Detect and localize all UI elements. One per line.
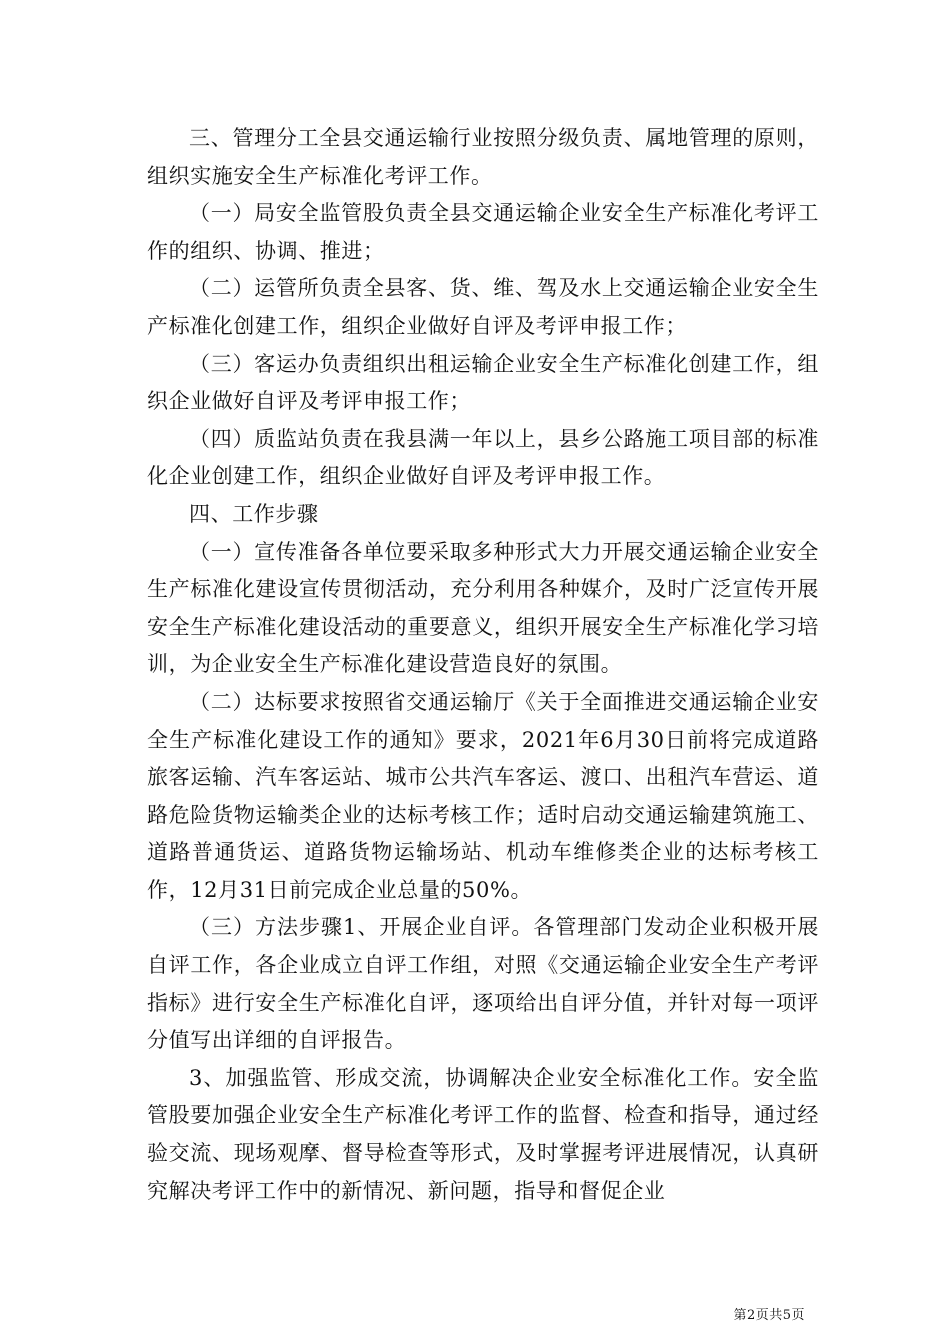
paragraph-section-three: 三、管理分工全县交通运输行业按照分级负责、属地管理的原则，组织实施安全生产标准化考评工作。 xyxy=(147,126,819,188)
page-number-footer: 第2页共5页 xyxy=(733,1308,805,1323)
paragraph-item-3: （三）客运办负责组织出租运输企业安全生产标准化创建工作，组织企业做好自评及考评申报工作； xyxy=(147,351,819,414)
document-body xyxy=(147,120,819,1210)
paragraph-supervision: 3、加强监管、形成交流，协调解决企业安全标准化工作。安全监管股要加强企业安全生产标准化考评工作的监督、检查和指导，通过经验交流、现场观摩、督导检查等形式，及时掌握考评进展情况，认真研究解决考评工作中的新情况、新问题，指导和督促企业 xyxy=(147,1065,819,1203)
section-heading-four: 四、工作步骤 xyxy=(189,501,319,526)
paragraph-step-1: （一）宣传准备各单位要采取多种形式大力开展交通运输企业安全生产标准化建设宣传贯彻活动，充分利用各种媒介，及时广泛宣传开展安全生产标准化建设活动的重要意义，组织开展安全生产标准化学习培训，为企业安全生产标准化建设营造良好的氛围。 xyxy=(147,539,819,677)
paragraph-item-1: （一）局安全监管股负责全县交通运输企业安全生产标准化考评工作的组织、协调、推进； xyxy=(147,201,819,263)
paragraph-item-4: （四）质监站负责在我县满一年以上，县乡公路施工项目部的标准化企业创建工作，组织企业做好自评及考评申报工作。 xyxy=(147,426,819,489)
paragraph-step-2: （二）达标要求按照省交通运输厅《关于全面推进交通运输企业安全生产标准化建设工作的通知》要求，2021年6月30日前将完成道路旅客运输、汽车客运站、城市公共汽车客运、渡口、出租汽车营运、道路危险货物运输类企业的达标考核工作；适时启动交通运输建筑施工、道路普通货运、道路货物运输场站、机动车维修类企业的达标考核工作，12月31日前完成企业总量的50%。 xyxy=(147,689,819,902)
paragraph-item-2: （二）运管所负责全县客、货、维、驾及水上交通运输企业安全生产标准化创建工作，组织企业做好自评及考评申报工作； xyxy=(147,276,819,338)
paragraph-step-3: （三）方法步骤1、开展企业自评。各管理部门发动企业积极开展自评工作，各企业成立自评工作组，对照《交通运输企业安全生产考评指标》进行安全生产标准化自评，逐项给出自评分值，并针对每一项评分值写出详细的自评报告。 xyxy=(147,915,819,1053)
